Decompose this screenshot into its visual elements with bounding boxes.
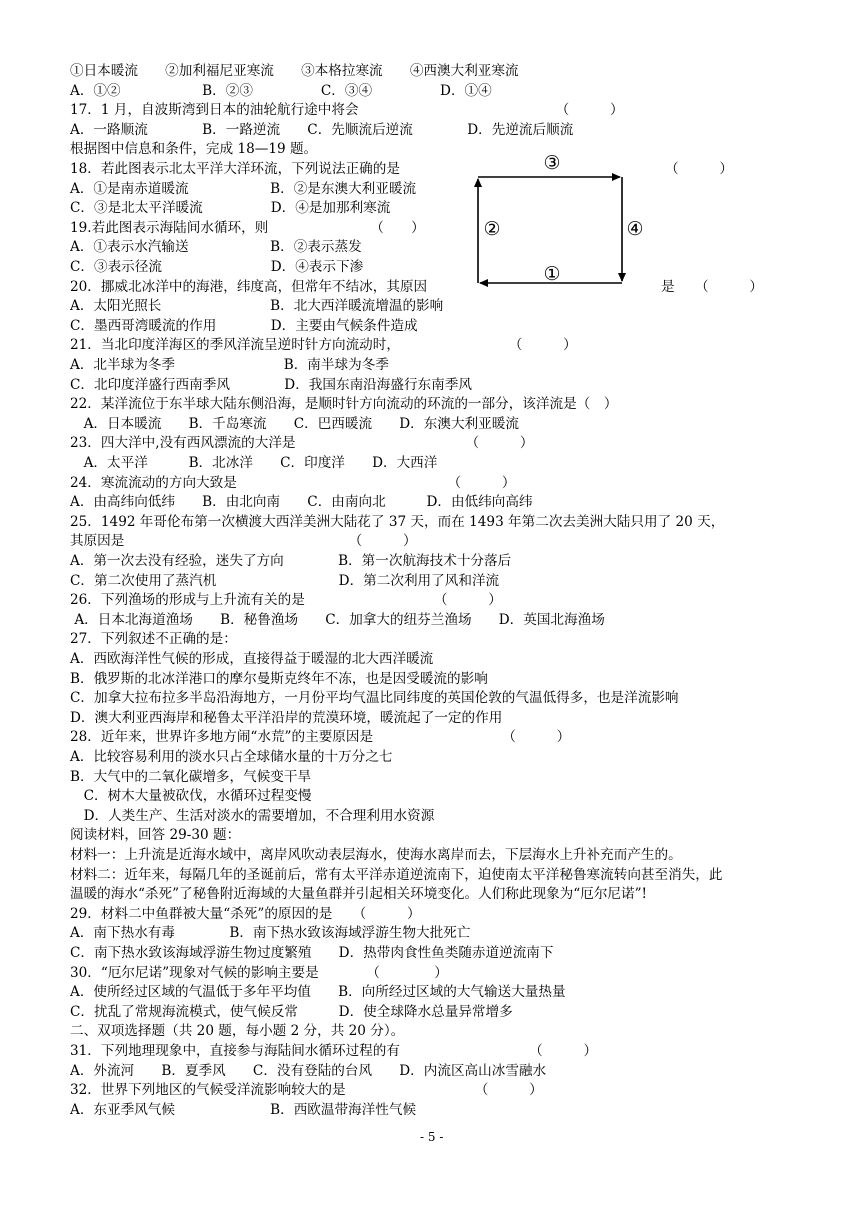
question-31: 31．下列地理现象中，直接参与海陆间水循环过程的有 （ ） [70,1043,598,1059]
text-line: C．③是北太平洋暖流 D．④是加那利寒流 [70,200,391,216]
text-line: A．由高纬向低纬 B．由北向南 C．由南向北 D．由低纬向高纬 [70,494,533,510]
text-line: A．①是南赤道暖流 B．②是东澳大利亚暖流 [70,181,417,197]
water-cycle-diagram [470,150,660,300]
text-line: A．南下热水有毒 B．南下热水致该海域浮游生物大批死亡 [70,925,471,941]
material-line: 材料一：上升流是近海水域中，离岸风吹动表层海水，使海水离岸而去，下层海水上升补充而产生的。 [70,847,682,863]
text-line: A．外流河 B．夏季风 C．没有登陆的台风 D．内流区高山冰雪融水 [70,1063,547,1079]
text-line: A．太平洋 B．北冰洋 C．印度洋 D．大西洋 [70,455,438,471]
question-20: 20．挪威北冰洋中的海港，纬度高，但常年不结冰，其原因 [70,279,428,295]
text-line: 其原因是 （ ） [70,533,417,549]
text-line: A．日本北海道渔场 B．秘鲁渔场 C．加拿大的纽芬兰渔场 D．英国北海渔场 [70,612,605,628]
text-line: A．日本暖流 B．千岛寒流 C．巴西暖流 D．东澳大利亚暖流 [70,416,519,432]
text-line: C．北印度洋盛行西南季风 D．我国东南沿海盛行东南季风 [70,377,472,393]
material-line: 温暖的海水“杀死”了秘鲁附近海域的大量鱼群并引起相关环境变化。人们称此现象为“厄尔尼诺”! [70,886,648,902]
question-24: 24．寒流流动的方向大致是 （ ） [70,475,516,491]
text-line: A．比较容易利用的淡水只占全球储水量的十万分之七 [70,749,393,765]
text-line: C．第二次使用了蒸汽机 D．第二次利用了风和洋流 [70,573,500,589]
text-line: C．树木大量被砍伐，水循环过程变慢 [70,788,312,804]
question-25: 25．1492 年哥伦布第一次横渡大西洋美洲大陆花了 37 天，而在 1493 年第二次去美洲大陆只用了 20 天， [70,514,725,530]
question-29: 29．材料二中鱼群被大量“杀死”的原因的是 （ ） [70,906,421,922]
text-line: C．南下热水致该海域浮游生物过度繁殖 D．热带肉食性鱼类随赤道逆流南下 [70,945,554,961]
text-line: C．墨西哥湾暖流的作用 D．主要由气候条件造成 [70,318,418,334]
question-17: 17．1 月，自波斯湾到日本的油轮航行途中将会 （ ） [70,102,624,118]
diagram-label-1: ① [543,263,561,285]
text-line: D．澳大利亚西海岸和秘鲁太平洋沿岸的荒漠环境，暖流起了一定的作用 [70,710,503,726]
text-line: C．扰乱了常规海流模式，使气候反常 D．使全球降水总量异常增多 [70,1004,513,1020]
question-32: 32．世界下列地区的气候受洋流影响较大的是 （ ） [70,1082,543,1098]
instruction-line: 阅读材料，回答 29-30 题： [70,827,241,843]
text-line: ①日本暖流 ②加利福尼亚寒流 ③本格拉寒流 ④西澳大利亚寒流 [70,63,519,79]
text-line: A．使所经过区域的气温低于多年平均值 B．向所经过区域的大气输送大量热量 [70,984,566,1000]
question-28: 28．近年来，世界许多地方闹“水荒”的主要原因是 （ ） [70,729,571,745]
question-21: 21．当北印度洋海区的季风洋流呈逆时针方向流动时， （ ） [70,337,577,353]
question-18: 18．若此图表示北太平洋大洋环流，下列说法正确的是 [70,161,400,177]
section-heading: 二、双项选择题（共 20 题，每小题 2 分，共 20 分）。 [70,1023,405,1039]
text-line: A．第一次去没有经验，迷失了方向 B．第一次航海技术十分落后 [70,553,512,569]
text-line: B．大气中的二氧化碳增多，气候变干旱 [70,769,312,785]
text-line: A．一路顺流 B．一路逆流 C．先顺流后逆流 D．先逆流后顺流 [70,122,574,138]
text-line: A．北半球为冬季 B．南半球为冬季 [70,357,389,373]
text-line: A．东亚季风气候 B．西欧温带海洋性气候 [70,1102,417,1118]
answer-paren: （ ） [665,161,733,177]
text-line: B．俄罗斯的北冰洋港口的摩尔曼斯克终年不冻，也是因受暖流的影响 [70,671,488,687]
question-27: 27．下列叙述不正确的是： [70,631,237,647]
diagram-label-4: ④ [626,218,644,240]
question-23: 23．四大洋中,没有西风漂流的大洋是 （ ） [70,435,534,451]
material-line: 材料二：近年来，每隔几年的圣诞前后，常有太平洋赤道逆流南下，迫使南太平洋秘鲁寒流转向甚至消失，此 [70,867,723,883]
text-line: C．加拿大拉布拉多半岛沿海地方，一月份平均气温比同纬度的英国伦敦的气温低得多，也是洋流影响 [70,690,679,706]
question-30: 30．“厄尔尼诺”现象对气候的影响主要是 （ ） [70,965,448,981]
diagram-label-3: ③ [543,152,561,174]
question-26: 26．下列渔场的形成与上升流有关的是 （ ） [70,592,502,608]
text-line: C．③表示径流 D．④表示下渗 [70,259,364,275]
answer-paren: 是 （ ） [661,279,763,295]
page-number: - 5 - [420,1130,444,1144]
text-line: A．西欧海洋性气候的形成，直接得益于暖湿的北大西洋暖流 [70,651,434,667]
text-line: A．太阳光照长 B．北大西洋暖流增温的影响 [70,298,444,314]
question-19: 19.若此图表示海陆间水循环，则 （ ） [70,220,425,236]
text-line: A．①② B．②③ C．③④ D．①④ [70,83,492,99]
instruction-line: 根据图中信息和条件，完成 18—19 题。 [70,141,318,157]
text-line: D．人类生产、生活对淡水的需要增加，不合理利用水资源 [70,808,435,824]
question-22: 22．某洋流位于东半球大陆东侧沿海，是顺时针方向流动的环流的一部分，该洋流是（ ） [70,396,618,412]
text-line: A．①表示水汽输送 B．②表示蒸发 [70,239,362,255]
diagram-label-2: ② [483,218,501,240]
